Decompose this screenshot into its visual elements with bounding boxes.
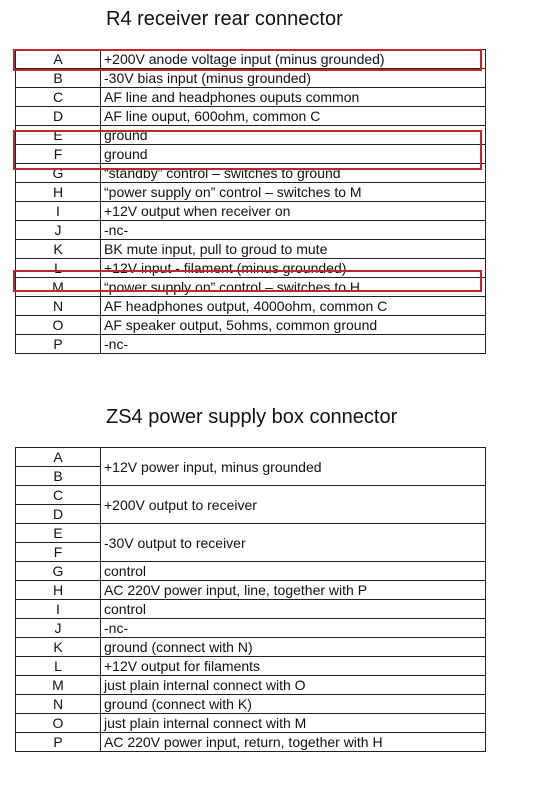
table-row bbox=[16, 524, 486, 543]
table-row bbox=[16, 259, 486, 278]
description-cell: ground (connect with K) bbox=[101, 695, 486, 714]
description-cell: +12V power input, minus grounded bbox=[101, 448, 486, 486]
pin-cell: F bbox=[16, 543, 101, 562]
table-row bbox=[16, 600, 486, 619]
pin-cell: I bbox=[16, 202, 101, 221]
pin-cell: O bbox=[16, 714, 101, 733]
description-cell: AF headphones output, 4000ohm, common C bbox=[101, 297, 486, 316]
table-row bbox=[16, 316, 486, 335]
table-row bbox=[16, 164, 486, 183]
pin-cell: I bbox=[16, 600, 101, 619]
pin-cell: D bbox=[16, 505, 101, 524]
pin-cell: H bbox=[16, 581, 101, 600]
pin-cell: A bbox=[16, 50, 101, 69]
pin-cell: J bbox=[16, 619, 101, 638]
pin-cell: J bbox=[16, 221, 101, 240]
description-cell: “power supply on” control – switches to M bbox=[101, 183, 486, 202]
table-row bbox=[16, 486, 486, 505]
pin-cell: C bbox=[16, 88, 101, 107]
description-cell: AC 220V power input, return, together with H bbox=[101, 733, 486, 752]
table-row bbox=[16, 297, 486, 316]
description-cell: +200V anode voltage input (minus grounded) bbox=[101, 50, 486, 69]
r4-connector-title: R4 receiver rear connector bbox=[106, 8, 343, 30]
table-row bbox=[16, 335, 486, 354]
table-row bbox=[16, 183, 486, 202]
description-cell: -nc- bbox=[101, 619, 486, 638]
pin-cell: L bbox=[16, 657, 101, 676]
pin-cell: P bbox=[16, 733, 101, 752]
pin-cell: B bbox=[16, 69, 101, 88]
pin-cell: K bbox=[16, 240, 101, 259]
pin-cell: G bbox=[16, 164, 101, 183]
table-row bbox=[16, 107, 486, 126]
table-row bbox=[16, 278, 486, 297]
table-row bbox=[16, 657, 486, 676]
pin-cell: E bbox=[16, 524, 101, 543]
table-row bbox=[16, 88, 486, 107]
pin-cell: P bbox=[16, 335, 101, 354]
zs4-connector-title: ZS4 power supply box connector bbox=[106, 406, 398, 428]
pin-cell: H bbox=[16, 183, 101, 202]
pin-cell: E bbox=[16, 126, 101, 145]
description-cell: “standby” control – switches to ground bbox=[101, 164, 486, 183]
table-row bbox=[16, 733, 486, 752]
description-cell: +12V input - filament (minus grounded) bbox=[101, 259, 486, 278]
description-cell: control bbox=[101, 562, 486, 581]
table-row bbox=[16, 562, 486, 581]
table-row bbox=[16, 448, 486, 467]
pin-cell: M bbox=[16, 278, 101, 297]
description-cell: -nc- bbox=[101, 335, 486, 354]
description-cell: just plain internal connect with M bbox=[101, 714, 486, 733]
table-row bbox=[16, 676, 486, 695]
pin-cell: A bbox=[16, 448, 101, 467]
pin-cell: O bbox=[16, 316, 101, 335]
r4-connector-table bbox=[15, 49, 486, 354]
pin-cell: B bbox=[16, 467, 101, 486]
table-row bbox=[16, 145, 486, 164]
pin-cell: C bbox=[16, 486, 101, 505]
description-cell: +12V output for filaments bbox=[101, 657, 486, 676]
zs4-connector-table bbox=[15, 447, 486, 752]
description-cell: -30V output to receiver bbox=[101, 524, 486, 562]
description-cell: -nc- bbox=[101, 221, 486, 240]
pin-cell: L bbox=[16, 259, 101, 278]
pin-cell: M bbox=[16, 676, 101, 695]
table-row bbox=[16, 202, 486, 221]
description-cell: ground bbox=[101, 126, 486, 145]
table-row bbox=[16, 126, 486, 145]
description-cell: “power supply on” control – switches to H bbox=[101, 278, 486, 297]
description-cell: AC 220V power input, line, together with P bbox=[101, 581, 486, 600]
description-cell: +12V output when receiver on bbox=[101, 202, 486, 221]
pin-cell: D bbox=[16, 107, 101, 126]
table-row bbox=[16, 240, 486, 259]
description-cell: just plain internal connect with O bbox=[101, 676, 486, 695]
table-row bbox=[16, 619, 486, 638]
pin-cell: N bbox=[16, 695, 101, 714]
description-cell: AF line ouput, 600ohm, common C bbox=[101, 107, 486, 126]
table-row bbox=[16, 581, 486, 600]
description-cell: -30V bias input (minus grounded) bbox=[101, 69, 486, 88]
table-row bbox=[16, 69, 486, 88]
pin-cell: K bbox=[16, 638, 101, 657]
table-row bbox=[16, 714, 486, 733]
description-cell: ground bbox=[101, 145, 486, 164]
description-cell: AF speaker output, 5ohms, common ground bbox=[101, 316, 486, 335]
table-row bbox=[16, 695, 486, 714]
pin-cell: N bbox=[16, 297, 101, 316]
table-row bbox=[16, 638, 486, 657]
table-row bbox=[16, 50, 486, 69]
description-cell: +200V output to receiver bbox=[101, 486, 486, 524]
description-cell: BK mute input, pull to groud to mute bbox=[101, 240, 486, 259]
pin-cell: F bbox=[16, 145, 101, 164]
table-row bbox=[16, 221, 486, 240]
description-cell: AF line and headphones ouputs common bbox=[101, 88, 486, 107]
description-cell: ground (connect with N) bbox=[101, 638, 486, 657]
pin-cell: G bbox=[16, 562, 101, 581]
description-cell: control bbox=[101, 600, 486, 619]
